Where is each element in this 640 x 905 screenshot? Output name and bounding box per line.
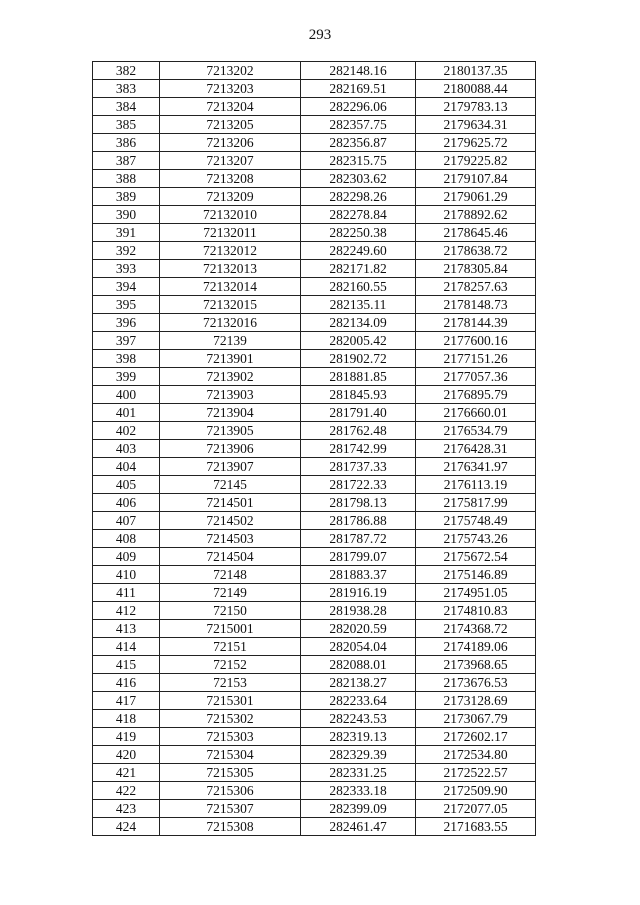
point-id-cell: 7213904: [160, 404, 301, 422]
table-row: [93, 134, 536, 152]
table-row: [93, 800, 536, 818]
table-row: [93, 818, 536, 836]
y-coordinate-cell: 2178257.63: [416, 278, 536, 296]
x-coordinate-cell: 281883.37: [301, 566, 416, 584]
point-id-cell: 7213204: [160, 98, 301, 116]
y-coordinate-cell: 2180088.44: [416, 80, 536, 98]
table-row: [93, 584, 536, 602]
row-number-cell: 408: [93, 530, 160, 548]
table-row: [93, 512, 536, 530]
row-number-cell: 414: [93, 638, 160, 656]
row-number-cell: 417: [93, 692, 160, 710]
point-id-cell: 7213901: [160, 350, 301, 368]
point-id-cell: 72132016: [160, 314, 301, 332]
point-id-cell: 7214503: [160, 530, 301, 548]
x-coordinate-cell: 282250.38: [301, 224, 416, 242]
table-row: [93, 638, 536, 656]
table-row: [93, 206, 536, 224]
table-row: [93, 782, 536, 800]
point-id-cell: 7215307: [160, 800, 301, 818]
y-coordinate-cell: 2179061.29: [416, 188, 536, 206]
row-number-cell: 423: [93, 800, 160, 818]
x-coordinate-cell: 282319.13: [301, 728, 416, 746]
row-number-cell: 410: [93, 566, 160, 584]
x-coordinate-cell: 282148.16: [301, 62, 416, 80]
point-id-cell: 7213209: [160, 188, 301, 206]
y-coordinate-cell: 2177057.36: [416, 368, 536, 386]
table-row: [93, 80, 536, 98]
point-id-cell: 72132013: [160, 260, 301, 278]
table-row: [93, 152, 536, 170]
point-id-cell: 72151: [160, 638, 301, 656]
x-coordinate-cell: 282296.06: [301, 98, 416, 116]
point-id-cell: 7214504: [160, 548, 301, 566]
x-coordinate-cell: 281787.72: [301, 530, 416, 548]
point-id-cell: 7213203: [160, 80, 301, 98]
x-coordinate-cell: 281938.28: [301, 602, 416, 620]
table-row: [93, 494, 536, 512]
point-id-cell: 7213205: [160, 116, 301, 134]
x-coordinate-cell: 281791.40: [301, 404, 416, 422]
table-row: [93, 440, 536, 458]
y-coordinate-cell: 2178148.73: [416, 296, 536, 314]
point-id-cell: 7215001: [160, 620, 301, 638]
table-row: [93, 350, 536, 368]
table-row: [93, 692, 536, 710]
row-number-cell: 416: [93, 674, 160, 692]
x-coordinate-cell: 282249.60: [301, 242, 416, 260]
y-coordinate-cell: 2175817.99: [416, 494, 536, 512]
point-id-cell: 7213906: [160, 440, 301, 458]
row-number-cell: 418: [93, 710, 160, 728]
y-coordinate-cell: 2176660.01: [416, 404, 536, 422]
table-row: [93, 602, 536, 620]
row-number-cell: 387: [93, 152, 160, 170]
table-row: [93, 404, 536, 422]
point-id-cell: 7213208: [160, 170, 301, 188]
point-id-cell: 7213202: [160, 62, 301, 80]
point-id-cell: 7215302: [160, 710, 301, 728]
table-row: [93, 116, 536, 134]
table-row: [93, 710, 536, 728]
point-id-cell: 7213206: [160, 134, 301, 152]
row-number-cell: 394: [93, 278, 160, 296]
row-number-cell: 399: [93, 368, 160, 386]
table-row: [93, 728, 536, 746]
y-coordinate-cell: 2173067.79: [416, 710, 536, 728]
y-coordinate-cell: 2176895.79: [416, 386, 536, 404]
y-coordinate-cell: 2174189.06: [416, 638, 536, 656]
point-id-cell: 7213907: [160, 458, 301, 476]
point-id-cell: 7213903: [160, 386, 301, 404]
y-coordinate-cell: 2180137.35: [416, 62, 536, 80]
point-id-cell: 7213207: [160, 152, 301, 170]
x-coordinate-cell: 282020.59: [301, 620, 416, 638]
point-id-cell: 7215304: [160, 746, 301, 764]
row-number-cell: 422: [93, 782, 160, 800]
table-row: [93, 476, 536, 494]
point-id-cell: 72148: [160, 566, 301, 584]
x-coordinate-cell: 282278.84: [301, 206, 416, 224]
x-coordinate-cell: 281786.88: [301, 512, 416, 530]
row-number-cell: 409: [93, 548, 160, 566]
x-coordinate-cell: 282233.64: [301, 692, 416, 710]
y-coordinate-cell: 2179107.84: [416, 170, 536, 188]
table-row: [93, 656, 536, 674]
row-number-cell: 396: [93, 314, 160, 332]
point-id-cell: 72132011: [160, 224, 301, 242]
row-number-cell: 391: [93, 224, 160, 242]
point-id-cell: 72153: [160, 674, 301, 692]
point-id-cell: 7213902: [160, 368, 301, 386]
point-id-cell: 7215305: [160, 764, 301, 782]
row-number-cell: 382: [93, 62, 160, 80]
table-row: [93, 368, 536, 386]
x-coordinate-cell: 282243.53: [301, 710, 416, 728]
row-number-cell: 413: [93, 620, 160, 638]
point-id-cell: 72145: [160, 476, 301, 494]
x-coordinate-cell: 282329.39: [301, 746, 416, 764]
point-id-cell: 7213905: [160, 422, 301, 440]
row-number-cell: 406: [93, 494, 160, 512]
point-id-cell: 7214502: [160, 512, 301, 530]
table-row: [93, 548, 536, 566]
x-coordinate-cell: 281798.13: [301, 494, 416, 512]
table-row: [93, 620, 536, 638]
page-number: 293: [308, 27, 332, 43]
y-coordinate-cell: 2176428.31: [416, 440, 536, 458]
y-coordinate-cell: 2178638.72: [416, 242, 536, 260]
x-coordinate-cell: 282138.27: [301, 674, 416, 692]
x-coordinate-cell: 282331.25: [301, 764, 416, 782]
table-row: [93, 422, 536, 440]
table-row: [93, 188, 536, 206]
row-number-cell: 384: [93, 98, 160, 116]
y-coordinate-cell: 2172534.80: [416, 746, 536, 764]
table-row: [93, 674, 536, 692]
x-coordinate-cell: 282054.04: [301, 638, 416, 656]
row-number-cell: 419: [93, 728, 160, 746]
x-coordinate-cell: 281737.33: [301, 458, 416, 476]
table-row: [93, 530, 536, 548]
x-coordinate-cell: 282135.11: [301, 296, 416, 314]
row-number-cell: 385: [93, 116, 160, 134]
y-coordinate-cell: 2177151.26: [416, 350, 536, 368]
y-coordinate-cell: 2175748.49: [416, 512, 536, 530]
y-coordinate-cell: 2173676.53: [416, 674, 536, 692]
table-row: [93, 746, 536, 764]
table-row: [93, 458, 536, 476]
y-coordinate-cell: 2178144.39: [416, 314, 536, 332]
y-coordinate-cell: 2172602.17: [416, 728, 536, 746]
row-number-cell: 411: [93, 584, 160, 602]
point-id-cell: 72149: [160, 584, 301, 602]
coordinates-table-body: [93, 62, 536, 836]
y-coordinate-cell: 2172509.90: [416, 782, 536, 800]
y-coordinate-cell: 2179625.72: [416, 134, 536, 152]
point-id-cell: 72139: [160, 332, 301, 350]
point-id-cell: 7215306: [160, 782, 301, 800]
table-row: [93, 224, 536, 242]
row-number-cell: 389: [93, 188, 160, 206]
y-coordinate-cell: 2179225.82: [416, 152, 536, 170]
point-id-cell: 7215303: [160, 728, 301, 746]
x-coordinate-cell: 282356.87: [301, 134, 416, 152]
x-coordinate-cell: 282005.42: [301, 332, 416, 350]
y-coordinate-cell: 2176113.19: [416, 476, 536, 494]
point-id-cell: 72132014: [160, 278, 301, 296]
row-number-cell: 395: [93, 296, 160, 314]
x-coordinate-cell: 282169.51: [301, 80, 416, 98]
y-coordinate-cell: 2172077.05: [416, 800, 536, 818]
row-number-cell: 400: [93, 386, 160, 404]
x-coordinate-cell: 282315.75: [301, 152, 416, 170]
row-number-cell: 412: [93, 602, 160, 620]
table-row: [93, 566, 536, 584]
y-coordinate-cell: 2172522.57: [416, 764, 536, 782]
y-coordinate-cell: 2175146.89: [416, 566, 536, 584]
x-coordinate-cell: 282160.55: [301, 278, 416, 296]
row-number-cell: 407: [93, 512, 160, 530]
point-id-cell: 7215308: [160, 818, 301, 836]
x-coordinate-cell: 281799.07: [301, 548, 416, 566]
x-coordinate-cell: 282333.18: [301, 782, 416, 800]
y-coordinate-cell: 2178305.84: [416, 260, 536, 278]
point-id-cell: 7214501: [160, 494, 301, 512]
table-row: [93, 764, 536, 782]
table-row: [93, 296, 536, 314]
y-coordinate-cell: 2179634.31: [416, 116, 536, 134]
x-coordinate-cell: 281916.19: [301, 584, 416, 602]
y-coordinate-cell: 2173968.65: [416, 656, 536, 674]
x-coordinate-cell: 282461.47: [301, 818, 416, 836]
point-id-cell: 72132012: [160, 242, 301, 260]
y-coordinate-cell: 2174951.05: [416, 584, 536, 602]
table-row: [93, 386, 536, 404]
row-number-cell: 386: [93, 134, 160, 152]
row-number-cell: 405: [93, 476, 160, 494]
point-id-cell: 72132010: [160, 206, 301, 224]
y-coordinate-cell: 2175743.26: [416, 530, 536, 548]
x-coordinate-cell: 282088.01: [301, 656, 416, 674]
x-coordinate-cell: 282171.82: [301, 260, 416, 278]
table-row: [93, 62, 536, 80]
row-number-cell: 397: [93, 332, 160, 350]
coordinates-table: [92, 61, 536, 836]
y-coordinate-cell: 2178645.46: [416, 224, 536, 242]
table-row: [93, 260, 536, 278]
x-coordinate-cell: 282357.75: [301, 116, 416, 134]
row-number-cell: 401: [93, 404, 160, 422]
table-row: [93, 314, 536, 332]
x-coordinate-cell: 281722.33: [301, 476, 416, 494]
row-number-cell: 402: [93, 422, 160, 440]
x-coordinate-cell: 281881.85: [301, 368, 416, 386]
y-coordinate-cell: 2174368.72: [416, 620, 536, 638]
point-id-cell: 7215301: [160, 692, 301, 710]
y-coordinate-cell: 2179783.13: [416, 98, 536, 116]
table-row: [93, 98, 536, 116]
y-coordinate-cell: 2173128.69: [416, 692, 536, 710]
y-coordinate-cell: 2175672.54: [416, 548, 536, 566]
row-number-cell: 388: [93, 170, 160, 188]
table-row: [93, 332, 536, 350]
x-coordinate-cell: 282303.62: [301, 170, 416, 188]
row-number-cell: 383: [93, 80, 160, 98]
row-number-cell: 393: [93, 260, 160, 278]
x-coordinate-cell: 282399.09: [301, 800, 416, 818]
y-coordinate-cell: 2177600.16: [416, 332, 536, 350]
x-coordinate-cell: 282298.26: [301, 188, 416, 206]
point-id-cell: 72132015: [160, 296, 301, 314]
x-coordinate-cell: 282134.09: [301, 314, 416, 332]
y-coordinate-cell: 2176341.97: [416, 458, 536, 476]
x-coordinate-cell: 281742.99: [301, 440, 416, 458]
row-number-cell: 403: [93, 440, 160, 458]
row-number-cell: 415: [93, 656, 160, 674]
y-coordinate-cell: 2176534.79: [416, 422, 536, 440]
row-number-cell: 404: [93, 458, 160, 476]
row-number-cell: 398: [93, 350, 160, 368]
y-coordinate-cell: 2171683.55: [416, 818, 536, 836]
y-coordinate-cell: 2178892.62: [416, 206, 536, 224]
x-coordinate-cell: 281845.93: [301, 386, 416, 404]
x-coordinate-cell: 281902.72: [301, 350, 416, 368]
row-number-cell: 392: [93, 242, 160, 260]
row-number-cell: 390: [93, 206, 160, 224]
row-number-cell: 424: [93, 818, 160, 836]
table-row: [93, 242, 536, 260]
point-id-cell: 72152: [160, 656, 301, 674]
table-row: [93, 278, 536, 296]
y-coordinate-cell: 2174810.83: [416, 602, 536, 620]
x-coordinate-cell: 281762.48: [301, 422, 416, 440]
table-row: [93, 170, 536, 188]
point-id-cell: 72150: [160, 602, 301, 620]
row-number-cell: 420: [93, 746, 160, 764]
row-number-cell: 421: [93, 764, 160, 782]
